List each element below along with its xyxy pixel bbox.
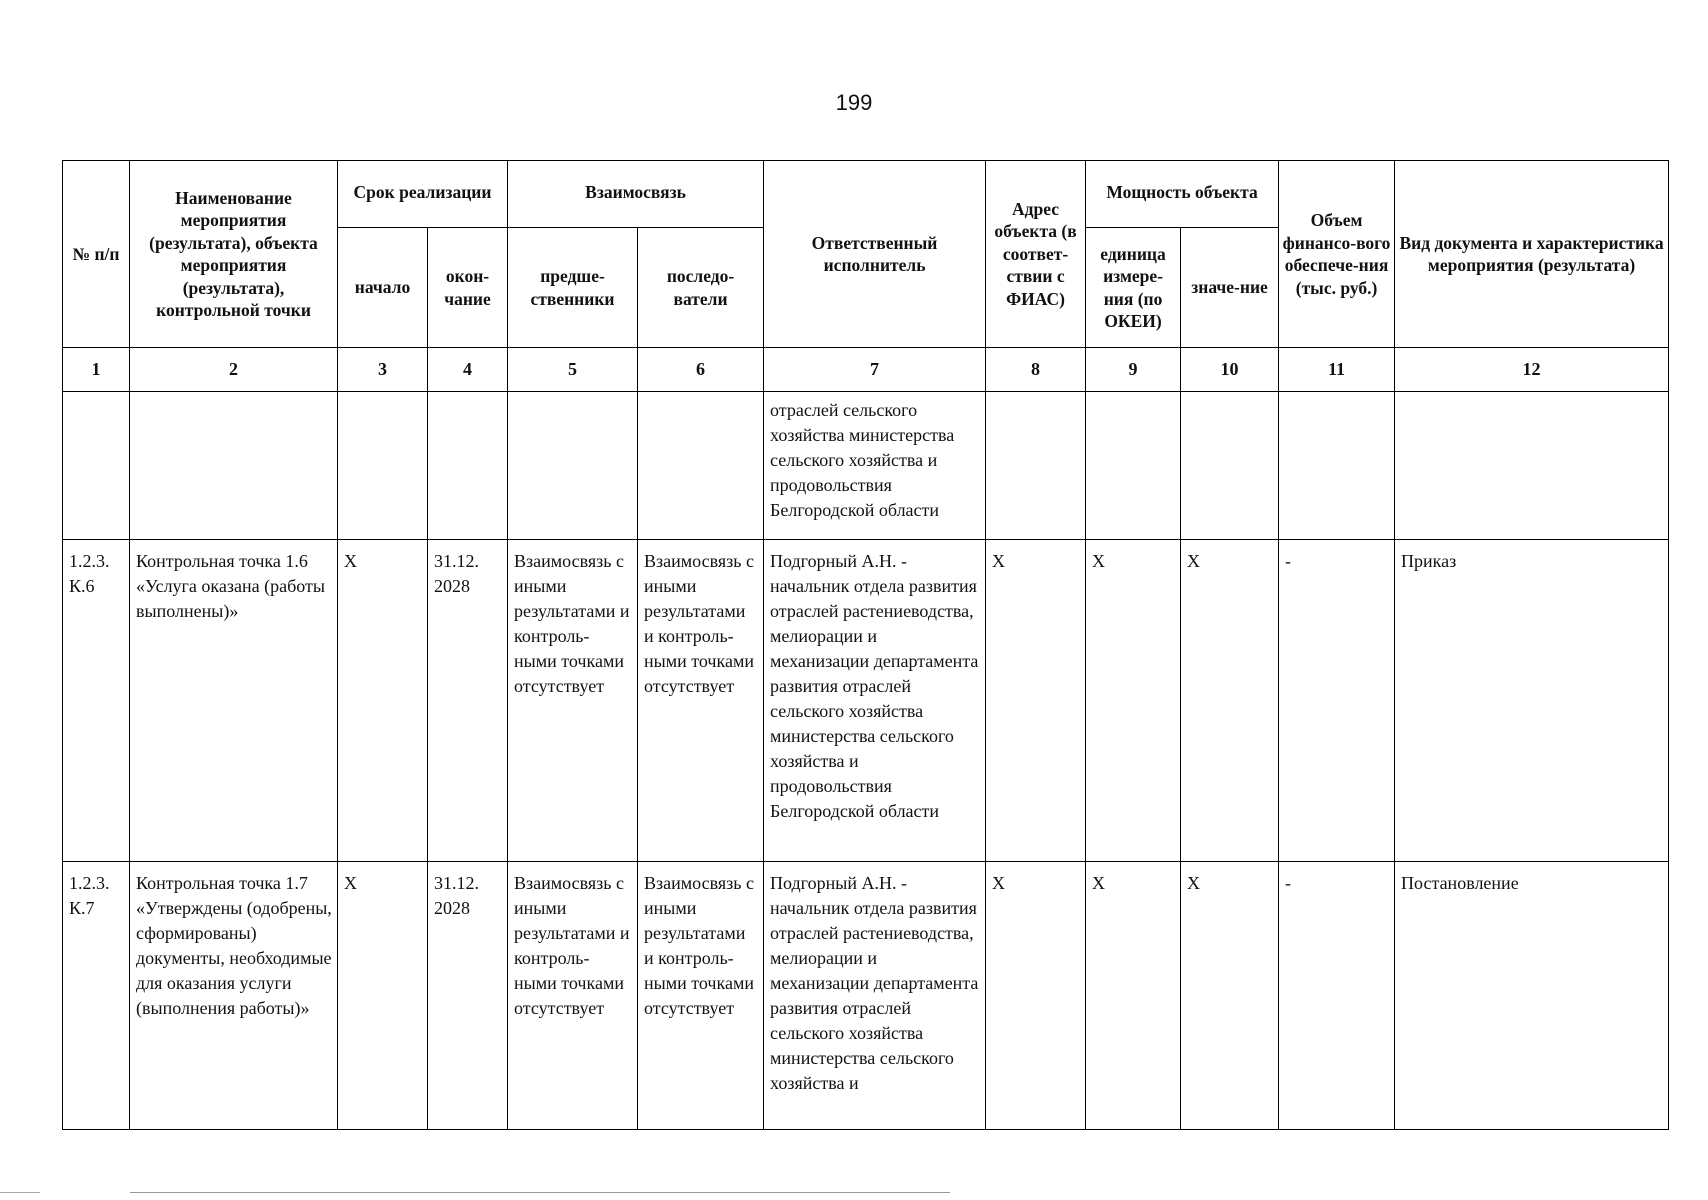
footer-rule	[130, 1192, 950, 1193]
cell-funding	[1279, 392, 1395, 540]
header-capacity: Мощность объекта	[1086, 161, 1279, 228]
column-number: 12	[1395, 348, 1669, 392]
column-number: 2	[130, 348, 338, 392]
cell-address	[986, 392, 1086, 540]
column-number: 3	[338, 348, 428, 392]
header-address: Адрес объекта (в соответ-ствии с ФИАС)	[986, 161, 1086, 348]
cell-funding: -	[1279, 540, 1395, 862]
cell-executor: отраслей сельского хозяйства министерства сельского хозяйства и продовольствия Белгородской области	[764, 392, 986, 540]
column-number: 5	[508, 348, 638, 392]
cell-name: Контрольная точка 1.7 «Утверждены (одобрены, сформированы) документы, необходимые для оказания услуги (выполнения работы)»	[130, 862, 338, 1130]
column-number: 4	[428, 348, 508, 392]
header-executor: Ответственный исполнитель	[764, 161, 986, 348]
cell-predecessors	[508, 392, 638, 540]
cell-start	[338, 392, 428, 540]
header-end: окон-чание	[428, 228, 508, 348]
header-funding: Объем финансо-вого обеспече-ния (тыс. руб.)	[1279, 161, 1395, 348]
cell-value: X	[1181, 540, 1279, 862]
cell-doc: Приказ	[1395, 540, 1669, 862]
column-number: 8	[986, 348, 1086, 392]
cell-successors: Взаимосвязь с иными результатами и контроль-ными точками отсутствует	[638, 862, 764, 1130]
cell-executor: Подгорный А.Н. - начальник отдела развития отраслей растениеводства, мелиорации и механизации департамента развития отраслей сельского хозяйства министерства сельского хозяйства и продовольствия Белгородской области	[764, 540, 986, 862]
header-name: Наименование мероприятия (результата), объекта мероприятия (результата), контрольной точки	[130, 161, 338, 348]
header-term: Срок реализации	[338, 161, 508, 228]
header-no: № п/п	[63, 161, 130, 348]
column-number: 6	[638, 348, 764, 392]
header-relation: Взаимосвязь	[508, 161, 764, 228]
cell-predecessors: Взаимосвязь с иными результатами и контроль-ными точками отсутствует	[508, 862, 638, 1130]
cell-successors: Взаимосвязь с иными результатами и контроль-ными точками отсутствует	[638, 540, 764, 862]
cell-address: X	[986, 540, 1086, 862]
column-number: 11	[1279, 348, 1395, 392]
header-start: начало	[338, 228, 428, 348]
header-row-1	[63, 161, 1669, 228]
cell-doc: Постановление	[1395, 862, 1669, 1130]
cell-funding: -	[1279, 862, 1395, 1130]
cell-start: X	[338, 540, 428, 862]
cell-start: X	[338, 862, 428, 1130]
cell-name	[130, 392, 338, 540]
cell-name: Контрольная точка 1.6 «Услуга оказана (работы выполнены)»	[130, 540, 338, 862]
cell-no: 1.2.3. К.7	[63, 862, 130, 1130]
header-value: значе-ние	[1181, 228, 1279, 348]
footer-rule-left	[0, 1192, 40, 1193]
column-number: 7	[764, 348, 986, 392]
column-number-row	[63, 348, 1669, 392]
cell-no	[63, 392, 130, 540]
header-successors: последо-ватели	[638, 228, 764, 348]
cell-address: X	[986, 862, 1086, 1130]
cell-value	[1181, 392, 1279, 540]
cell-end	[428, 392, 508, 540]
cell-unit: X	[1086, 862, 1181, 1130]
cell-end: 31.12. 2028	[428, 540, 508, 862]
plan-table	[62, 160, 1669, 1130]
cell-no: 1.2.3. К.6	[63, 540, 130, 862]
table-row	[63, 540, 1669, 862]
cell-successors	[638, 392, 764, 540]
column-number: 9	[1086, 348, 1181, 392]
column-number: 10	[1181, 348, 1279, 392]
cell-doc	[1395, 392, 1669, 540]
cell-value: X	[1181, 862, 1279, 1130]
cell-executor: Подгорный А.Н. - начальник отдела развития отраслей растениеводства, мелиорации и механизации департамента развития отраслей сельского хозяйства министерства сельского хозяйства и	[764, 862, 986, 1130]
header-predecessors: предше-ственники	[508, 228, 638, 348]
table-row	[63, 862, 1669, 1130]
cell-end: 31.12. 2028	[428, 862, 508, 1130]
table-row	[63, 392, 1669, 540]
column-number: 1	[63, 348, 130, 392]
header-doc: Вид документа и характеристика мероприятия (результата)	[1395, 161, 1669, 348]
cell-predecessors: Взаимосвязь с иными результатами и контроль-ными точками отсутствует	[508, 540, 638, 862]
header-unit: единица измере-ния (по ОКЕИ)	[1086, 228, 1181, 348]
page-number: 199	[835, 90, 873, 115]
cell-unit: X	[1086, 540, 1181, 862]
cell-unit	[1086, 392, 1181, 540]
